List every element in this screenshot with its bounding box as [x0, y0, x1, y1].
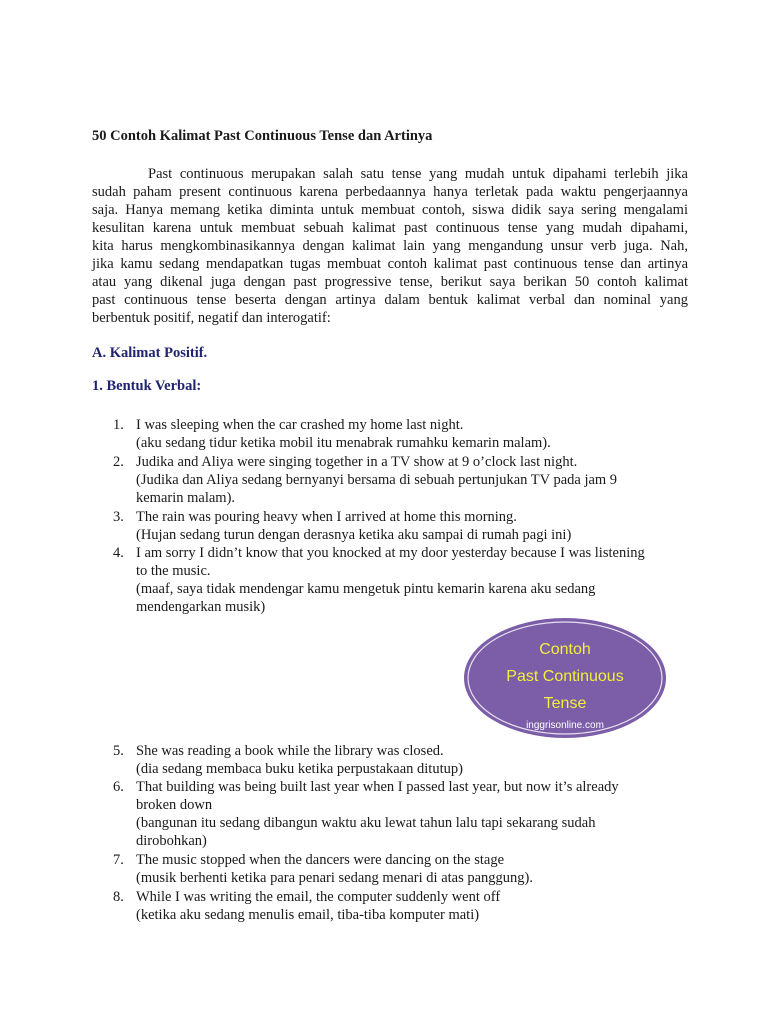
intro-line: kita harus mengkombinasikannya dengan kalimat lain yang mengandung unsur verb juga. Nah,	[92, 238, 688, 254]
item-line: (Judika dan Aliya sedang bernyanyi bersama di sebuah pertunjukan TV pada jam 9	[136, 472, 618, 488]
item-line: dirobohkan)	[136, 833, 207, 849]
item-line: (Hujan sedang turun dengan derasnya ketika aku sampai di rumah pagi ini)	[136, 527, 572, 543]
item-line: I was sleeping when the car crashed my home last night.	[136, 417, 464, 433]
badge-line1: Contoh	[539, 641, 591, 658]
intro-line: sudah paham present continuous karena perbedaannya hanya terletak pada waktu pengerjaannya	[92, 184, 688, 200]
item-number: 8.	[113, 889, 124, 905]
intro-line: saja. Hanya memang ketika diminta untuk membuat contoh, siswa didik saya sering mengalami	[92, 202, 688, 218]
list-item	[113, 453, 693, 507]
item-line: (bangunan itu sedang dibangun waktu aku lewat tahun lalu tapi sekarang sudah	[136, 815, 596, 831]
intro-line: kesulitan karena untuk membuat sebuah kalimat past continuous tense yang mudah dipahami,	[92, 220, 688, 236]
item-line: kemarin malam).	[136, 490, 236, 506]
item-line: broken down	[136, 797, 213, 813]
item-number: 5.	[113, 743, 124, 759]
item-number: 2.	[113, 454, 124, 470]
intro-line: jika kamu sedang mendapatkan tugas membuat contoh kalimat past continuous tense dan artinya	[92, 256, 688, 272]
intro-line: berbentuk positif, negatif dan interogatif:	[92, 310, 331, 326]
item-line: That building was being built last year when I passed last year, but now it’s already	[136, 779, 619, 795]
list-item	[113, 742, 693, 778]
item-line: Judika and Aliya were singing together in a TV show at 9 o’clock last night.	[136, 454, 578, 470]
item-line: She was reading a book while the library was closed.	[136, 743, 444, 759]
item-line: (maaf, saya tidak mendengar kamu mengetuk pintu kemarin karena aku sedang	[136, 581, 596, 597]
list-item	[113, 778, 693, 850]
list-item	[113, 544, 693, 616]
item-line: While I was writing the email, the computer suddenly went off	[136, 889, 501, 905]
item-number: 4.	[113, 545, 124, 561]
item-number: 1.	[113, 417, 124, 433]
item-line: The music stopped when the dancers were dancing on the stage	[136, 852, 505, 868]
list-item	[113, 888, 693, 924]
item-line: to the music.	[136, 563, 211, 579]
item-line: The rain was pouring heavy when I arrived at home this morning.	[136, 509, 517, 525]
badge-site: inggrisonline.com	[526, 720, 604, 731]
badge-line2: Past Continuous	[506, 668, 624, 685]
item-line: (ketika aku sedang menulis email, tiba-tiba komputer mati)	[136, 907, 480, 923]
badge-line3: Tense	[543, 695, 587, 712]
list-item	[113, 416, 693, 452]
subsection-heading-verbal: 1. Bentuk Verbal:	[92, 378, 202, 394]
contoh-past-continuous-badge-image	[462, 616, 668, 740]
item-line: (dia sedang membaca buku ketika perpustakaan ditutup)	[136, 761, 463, 777]
document-title: 50 Contoh Kalimat Past Continuous Tense dan Artinya	[92, 128, 433, 144]
list-item	[113, 508, 693, 544]
list-item	[113, 851, 693, 887]
item-line: I am sorry I didn’t know that you knocked at my door yesterday because I was listening	[136, 545, 645, 561]
intro-paragraph	[92, 165, 688, 327]
intro-line: atau yang dikenal juga dengan past progressive tense, berikut saya berikan 50 contoh kalimat	[92, 274, 688, 290]
item-number: 3.	[113, 509, 124, 525]
item-number: 7.	[113, 852, 124, 868]
item-line: mendengarkan musik)	[136, 599, 266, 615]
item-line: (aku sedang tidur ketika mobil itu menabrak rumahku kemarin malam).	[136, 435, 551, 451]
item-number: 6.	[113, 779, 124, 795]
intro-line: Past continuous merupakan salah satu tense yang mudah untuk dipahami terlebih jika	[148, 166, 688, 182]
intro-line: past continuous tense beserta dengan artinya dalam bentuk kalimat verbal dan nominal yang	[92, 292, 688, 308]
section-heading-a: A. Kalimat Positif.	[92, 345, 208, 361]
item-line: (musik berhenti ketika para penari sedang menari di atas panggung).	[136, 870, 534, 886]
